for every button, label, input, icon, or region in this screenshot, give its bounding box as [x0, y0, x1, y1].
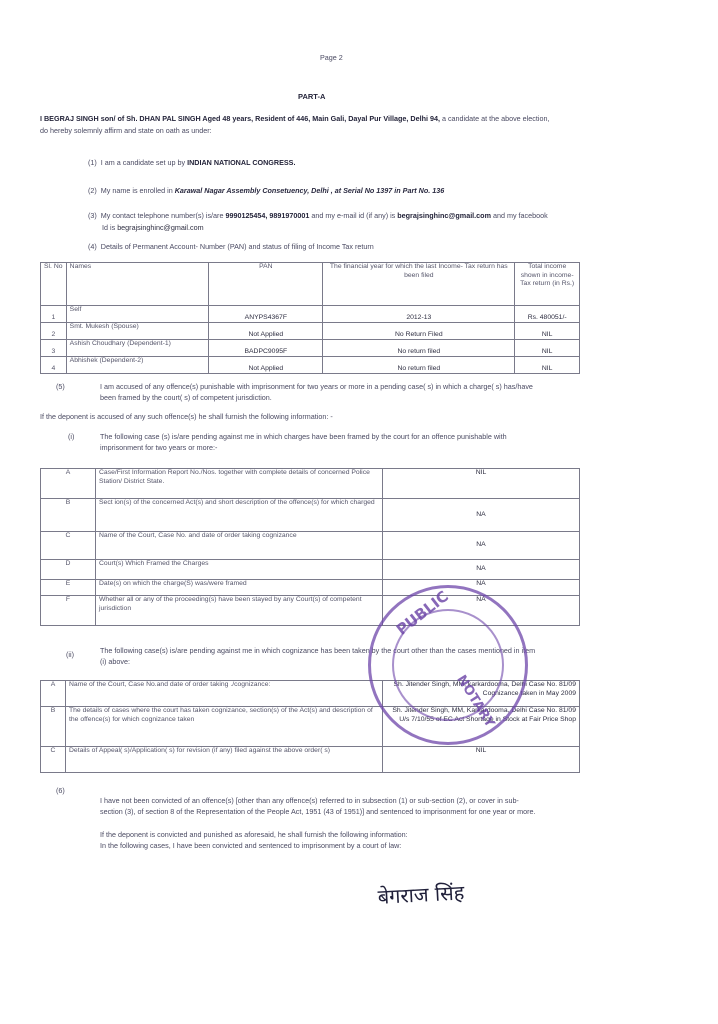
table-row — [41, 747, 580, 773]
col-income: Total income shown in income-Tax return (in Rs.) — [515, 263, 580, 306]
table-row — [41, 469, 580, 499]
row-name: Smt. Mukesh (Spouse) — [66, 323, 209, 340]
row-label: Details of Appeal( s)/Application( s) for revision (if any) filed against the above order( s) — [66, 747, 383, 773]
table-row — [41, 499, 580, 532]
row-year: No return filed — [323, 357, 515, 374]
row-sl: 4 — [41, 357, 67, 374]
item-3-line-2 — [102, 223, 204, 232]
table-row — [41, 532, 580, 560]
row-name: Self — [66, 306, 209, 323]
item-6-line-2: section (3), of section 8 of the Representation of the People Act, 1951 (43 of 1951)] and sentenced to imprisonment for one year or more. — [100, 807, 536, 816]
party-name: INDIAN NATIONAL CONGRESS. — [187, 158, 296, 167]
item-3-text-c: and my facebook — [490, 211, 548, 220]
row-value: Sh. Jitender Singh, MM, Karkardooma, Delhi Case No. 81/09 U/s 7/10/55 of EC Act Shortage in Stock at Fair Price Shop — [383, 707, 580, 747]
item-5-line-1: I am accused of any offence(s) punishable with imprisonment for two years or more in a pending case( s) in which a charge( s) has/have — [100, 382, 533, 391]
facebook-id: begrajsinghinc@gmail.com — [117, 223, 204, 232]
pan-table — [40, 262, 580, 374]
row-name: Abhishek (Dependent-2) — [66, 357, 209, 374]
row-label: Whether all or any of the proceeding(s) have been stayed by any Court(s) of competent jurisdiction — [96, 596, 383, 626]
row-key: E — [41, 580, 96, 596]
table-row — [41, 306, 580, 323]
col-year: The financial year for which the last Income- Tax return has been filed — [323, 263, 515, 306]
intro-deponent: I BEGRAJ SINGH son/ of Sh. DHAN PAL SINGH Aged 48 years, Resident of 446, Main Gali, Dayal Pur Village, Delhi 94, — [40, 114, 440, 123]
row-label: Case/First Information Report No./Nos. together with complete details of concerned Police Station/ District State. — [96, 469, 383, 499]
deponent-line: If the deponent is accused of any such offence(s) he shall furnish the following information: - — [40, 412, 333, 421]
row-sl: 2 — [41, 323, 67, 340]
row-value: NIL — [383, 469, 580, 499]
item-4-num: (4) — [88, 242, 97, 251]
item-2-text: My name is enrolled in — [100, 186, 175, 195]
row-key: B — [41, 707, 66, 747]
item-4-text: Details of Permanent Account- Number (PAN) and status of filing of Income Tax return — [100, 242, 374, 251]
item-3-id-label: Id is — [102, 223, 118, 232]
row-label: The details of cases where the court has taken cognizance, section(s) of the Act(s) and description of the offence(s) for which cognizance taken — [66, 707, 383, 747]
row-label: Date(s) on which the charge(S) was/were framed — [96, 580, 383, 596]
row-income: NIL — [515, 357, 580, 374]
item-3 — [88, 211, 548, 220]
item-4 — [88, 242, 374, 251]
row-key: F — [41, 596, 96, 626]
intro-tail: a candidate at the above election, — [439, 114, 550, 123]
row-sl: 1 — [41, 306, 67, 323]
item-5-num: (5) — [56, 382, 65, 391]
row-name: Ashish Choudhary (Dependent-1) — [66, 340, 209, 357]
row-income: NIL — [515, 323, 580, 340]
item-6-line-1: I have not been convicted of an offence(s) [other than any offence(s) referred to in subsection (1) or sub-section (2), or cover in sub- — [100, 796, 519, 805]
row-key: C — [41, 532, 96, 560]
row-key: A — [41, 469, 96, 499]
row-key: B — [41, 499, 96, 532]
item-1-num: (1) — [88, 158, 97, 167]
row-key: D — [41, 560, 96, 580]
row-value: NA — [383, 560, 580, 580]
item-3-num: (3) — [88, 211, 97, 220]
part-title: PART-A — [298, 92, 326, 101]
row-year: No return filed — [323, 340, 515, 357]
row-year: 2012-13 — [323, 306, 515, 323]
row-label: Sect ion(s) of the concerned Act(s) and short description of the offence(s) for which charged — [96, 499, 383, 532]
email: begrajsinghinc@gmail.com — [397, 211, 491, 220]
row-label: Name of the Court, Case No. and date of order taking cognizance — [96, 532, 383, 560]
row-pan: BADPC9095F — [209, 340, 323, 357]
row-pan: ANYPS4367F — [209, 306, 323, 323]
col-sl: Sl. No — [41, 263, 67, 306]
intro-line-2: do hereby solemnly affirm and state on oath as under: — [40, 126, 212, 135]
table-row — [41, 580, 580, 596]
item-6-line-3: If the deponent is convicted and punished as aforesaid, he shall furnish the following information: — [100, 830, 408, 839]
table-row — [41, 323, 580, 340]
sub-i-line-2: imprisonment for two years or more:- — [100, 443, 218, 452]
item-5-line-2: been framed by the court( s) of competent jurisdiction. — [100, 393, 272, 402]
row-value: NA — [383, 580, 580, 596]
sub-ii-num: (ii) — [66, 650, 74, 659]
row-key: A — [41, 681, 66, 707]
item-3-text-b: and my e-mail id (if any) is — [309, 211, 398, 220]
table-row — [41, 560, 580, 580]
item-6-num: (6) — [56, 786, 65, 795]
item-2 — [88, 186, 444, 195]
sub-ii-line-1: The following case(s) is/are pending against me in which cognizance has been taken by the court other than the cases mentioned in item — [100, 646, 536, 655]
constituency: Karawal Nagar Assembly Consetuency, Delhi , at Serial No 1397 in Part No. 136 — [174, 186, 445, 195]
sub-i-num: (i) — [68, 432, 75, 441]
item-1-text: I am a candidate set up by — [100, 158, 188, 167]
row-value: NIL — [383, 747, 580, 773]
item-2-num: (2) — [88, 186, 97, 195]
item-3-text-a: My contact telephone number(s) is/are — [100, 211, 226, 220]
item-1 — [88, 158, 295, 167]
row-value: NA — [383, 499, 580, 532]
table-row — [41, 340, 580, 357]
row-value: NA — [383, 532, 580, 560]
row-year: No Return Filed — [323, 323, 515, 340]
row-income: Rs. 480051/- — [515, 306, 580, 323]
row-label: Name of the Court, Case No.and date of order taking ./cognizance: — [66, 681, 383, 707]
phone-numbers: 9990125454, 9891970001 — [225, 211, 310, 220]
stamp-ring-text: PUBLIC — [392, 587, 452, 639]
row-pan: Not Applied — [209, 323, 323, 340]
case-table — [40, 468, 580, 626]
page-number: Page 2 — [320, 53, 343, 62]
intro-line-1 — [40, 114, 549, 123]
pan-table-header — [41, 263, 580, 306]
col-names: Names — [66, 263, 209, 306]
row-sl: 3 — [41, 340, 67, 357]
table-row — [41, 357, 580, 374]
row-value: NA — [383, 596, 580, 626]
row-value: Sh. Jitender Singh, MM, karkardooma, Delhi Case No. 81/09 Cognizance taken in May 2009 — [383, 681, 580, 707]
sub-i-line-1: The following case (s) is/are pending against me in which charges have been framed by the court for an offence punishable with — [100, 432, 507, 441]
row-pan: Not Applied — [209, 357, 323, 374]
sub-ii-line-2: (i) above: — [100, 657, 130, 666]
item-6-line-4: In the following cases, I have been convicted and sentenced to imprisonment by a court of law: — [100, 841, 402, 850]
stamp-center-text: NOTARY — [453, 672, 498, 731]
row-label: Court(s) Which Framed the Charges — [96, 560, 383, 580]
row-income: NIL — [515, 340, 580, 357]
row-key: C — [41, 747, 66, 773]
col-pan: PAN — [209, 263, 323, 306]
signature: बेगराज सिंह — [377, 880, 465, 909]
